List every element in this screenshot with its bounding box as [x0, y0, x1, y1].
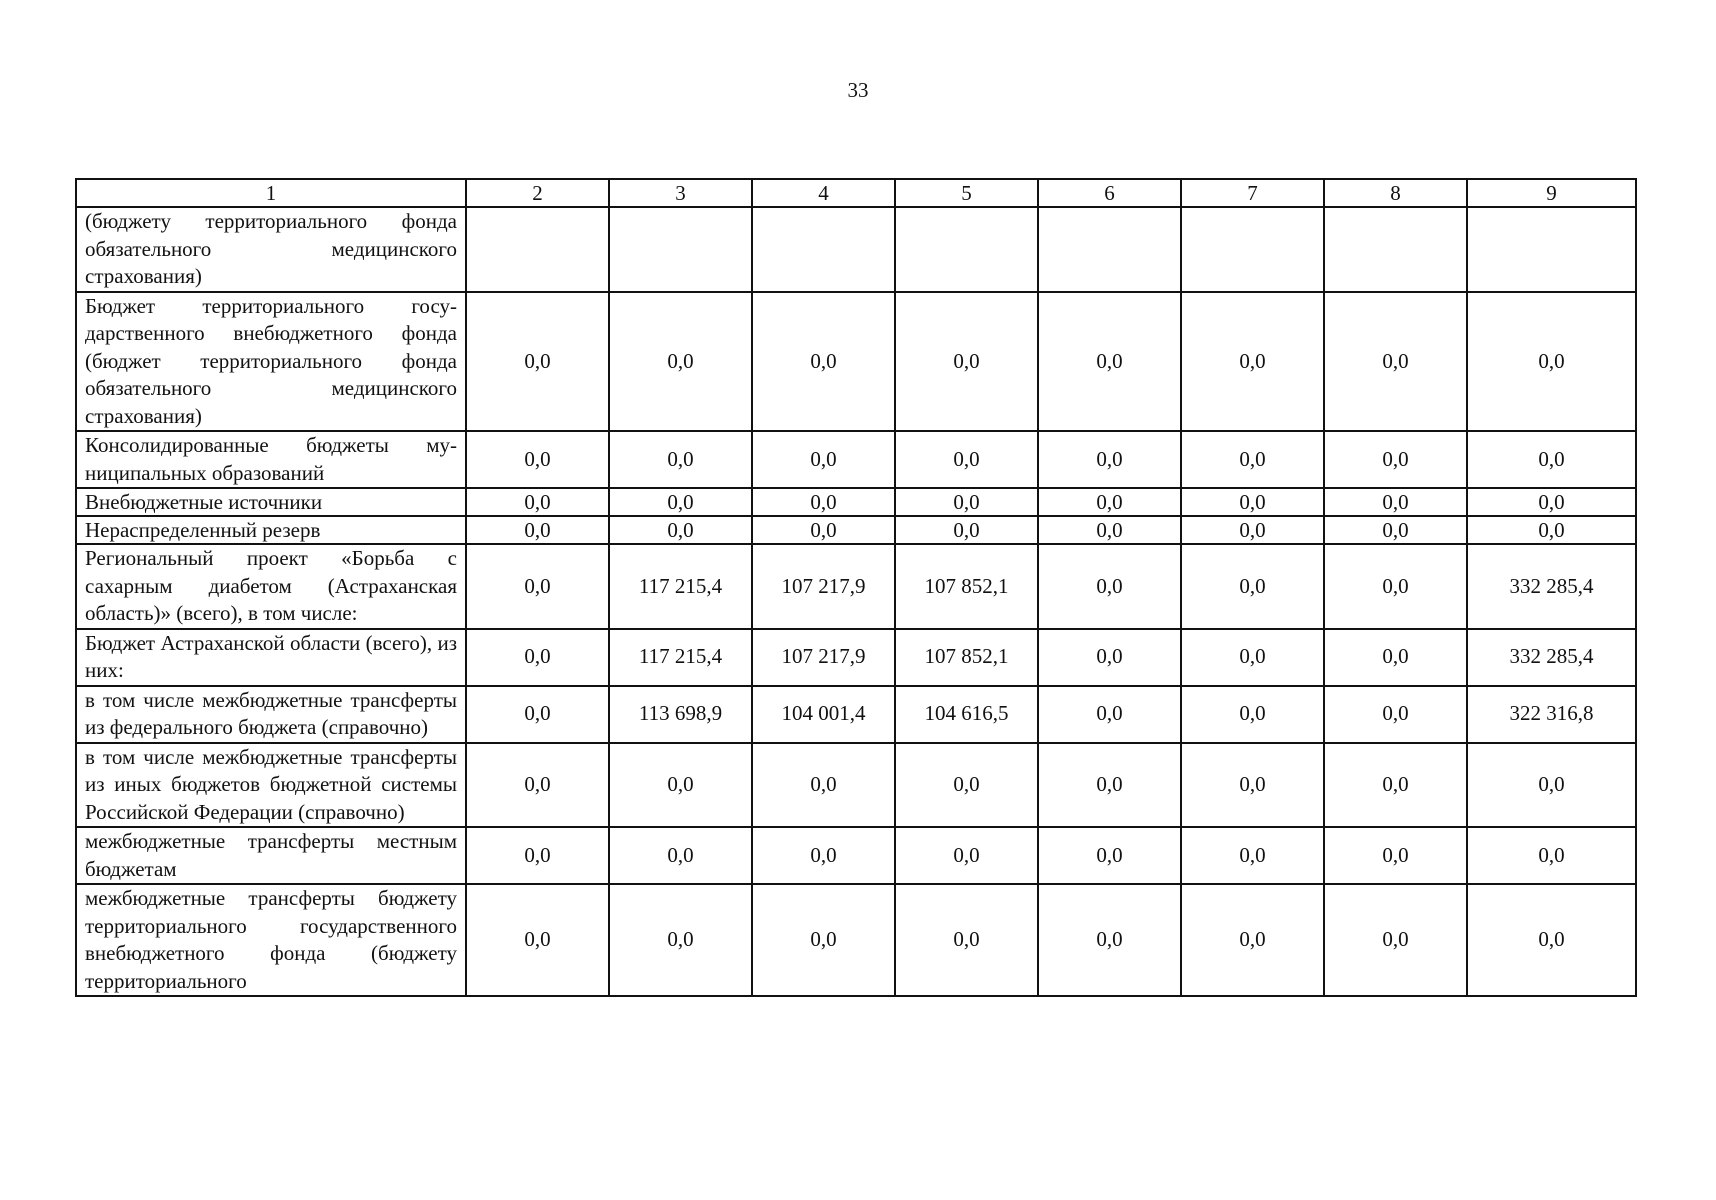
- table-row: [76, 827, 1636, 884]
- cell-value: 0,0: [1038, 743, 1181, 828]
- cell-value: 0,0: [752, 488, 895, 516]
- column-header: 2: [466, 179, 609, 207]
- table-row: [76, 292, 1636, 432]
- cell-value: 0,0: [1181, 292, 1324, 432]
- cell-value: 0,0: [1467, 431, 1636, 488]
- cell-value: 0,0: [1038, 488, 1181, 516]
- cell-value: 0,0: [1467, 743, 1636, 828]
- cell-value: [609, 207, 752, 292]
- cell-value: [895, 207, 1038, 292]
- cell-value: [1467, 207, 1636, 292]
- cell-value: 0,0: [1324, 431, 1467, 488]
- cell-value: 0,0: [1324, 686, 1467, 743]
- cell-value: 107 852,1: [895, 544, 1038, 629]
- row-label: Внебюджетные источники: [76, 488, 466, 516]
- cell-value: 0,0: [895, 743, 1038, 828]
- cell-value: 0,0: [1038, 544, 1181, 629]
- table-row: [76, 544, 1636, 629]
- cell-value: 0,0: [609, 488, 752, 516]
- table-row: [76, 686, 1636, 743]
- row-label: в том числе межбюджетные трансферты из иных бюджетов бюджетной системы Российской Федерации (справочно): [76, 743, 466, 828]
- cell-value: 0,0: [1324, 516, 1467, 544]
- cell-value: 0,0: [1467, 827, 1636, 884]
- budget-table: [75, 178, 1637, 997]
- table-row: [76, 743, 1636, 828]
- cell-value: 0,0: [609, 884, 752, 996]
- row-label: (бюджету территориального фонда обязательного медицинского страхования): [76, 207, 466, 292]
- cell-value: 0,0: [1324, 488, 1467, 516]
- table-row: [76, 884, 1636, 996]
- cell-value: 0,0: [752, 743, 895, 828]
- cell-value: 0,0: [1324, 629, 1467, 686]
- cell-value: 0,0: [1181, 743, 1324, 828]
- cell-value: 0,0: [752, 884, 895, 996]
- cell-value: 0,0: [1038, 292, 1181, 432]
- cell-value: 0,0: [1181, 827, 1324, 884]
- cell-value: 107 217,9: [752, 544, 895, 629]
- cell-value: 0,0: [752, 827, 895, 884]
- cell-value: [1181, 207, 1324, 292]
- table-header-row: [76, 179, 1636, 207]
- column-header: 3: [609, 179, 752, 207]
- table-row: [76, 516, 1636, 544]
- cell-value: 0,0: [1181, 488, 1324, 516]
- cell-value: 0,0: [1181, 516, 1324, 544]
- cell-value: 0,0: [895, 431, 1038, 488]
- column-header: 7: [1181, 179, 1324, 207]
- cell-value: 0,0: [466, 488, 609, 516]
- cell-value: 107 217,9: [752, 629, 895, 686]
- cell-value: 0,0: [1324, 827, 1467, 884]
- column-header: 1: [76, 179, 466, 207]
- cell-value: 0,0: [609, 431, 752, 488]
- column-header: 5: [895, 179, 1038, 207]
- cell-value: 0,0: [466, 544, 609, 629]
- row-label: Консолидированные бюджеты муниципальных образований: [76, 431, 466, 488]
- row-label: межбюджетные трансферты местным бюджетам: [76, 827, 466, 884]
- column-header: 8: [1324, 179, 1467, 207]
- cell-value: 0,0: [466, 827, 609, 884]
- cell-value: 0,0: [895, 884, 1038, 996]
- cell-value: 0,0: [1324, 292, 1467, 432]
- cell-value: 0,0: [609, 827, 752, 884]
- row-label: Бюджет территориального государственного внебюджетного фонда (бюджет территориального фонда обязательного медицинского страхования): [76, 292, 466, 432]
- cell-value: 0,0: [466, 743, 609, 828]
- cell-value: 104 616,5: [895, 686, 1038, 743]
- row-label: межбюджетные трансферты бюджету территориального государственного внебюджетного фонда (бюджету территориального: [76, 884, 466, 996]
- cell-value: 104 001,4: [752, 686, 895, 743]
- table-row: [76, 431, 1636, 488]
- cell-value: 0,0: [1038, 827, 1181, 884]
- cell-value: 107 852,1: [895, 629, 1038, 686]
- table-row: [76, 488, 1636, 516]
- cell-value: 0,0: [895, 516, 1038, 544]
- cell-value: 0,0: [1038, 884, 1181, 996]
- row-label: в том числе межбюджетные трансферты из федерального бюджета (справочно): [76, 686, 466, 743]
- cell-value: 0,0: [1324, 884, 1467, 996]
- cell-value: 0,0: [1467, 292, 1636, 432]
- cell-value: 0,0: [1038, 686, 1181, 743]
- cell-value: 322 316,8: [1467, 686, 1636, 743]
- cell-value: 0,0: [466, 292, 609, 432]
- cell-value: 0,0: [1038, 516, 1181, 544]
- page-number: 33: [847, 78, 869, 102]
- row-label: Бюджет Астраханской области (всего), из них:: [76, 629, 466, 686]
- cell-value: 0,0: [609, 516, 752, 544]
- cell-value: 0,0: [1467, 488, 1636, 516]
- cell-value: [1324, 207, 1467, 292]
- cell-value: 113 698,9: [609, 686, 752, 743]
- cell-value: 0,0: [1038, 431, 1181, 488]
- cell-value: 0,0: [895, 488, 1038, 516]
- cell-value: 332 285,4: [1467, 629, 1636, 686]
- cell-value: 0,0: [466, 431, 609, 488]
- table-row: [76, 629, 1636, 686]
- column-header: 6: [1038, 179, 1181, 207]
- cell-value: 117 215,4: [609, 544, 752, 629]
- cell-value: 0,0: [752, 292, 895, 432]
- cell-value: 0,0: [1181, 544, 1324, 629]
- cell-value: 0,0: [609, 292, 752, 432]
- cell-value: 0,0: [466, 686, 609, 743]
- cell-value: 0,0: [609, 743, 752, 828]
- cell-value: 0,0: [1324, 544, 1467, 629]
- row-label: Нераспределенный резерв: [76, 516, 466, 544]
- cell-value: 0,0: [895, 827, 1038, 884]
- cell-value: 0,0: [895, 292, 1038, 432]
- cell-value: 0,0: [1467, 884, 1636, 996]
- cell-value: 0,0: [1181, 431, 1324, 488]
- cell-value: 0,0: [466, 629, 609, 686]
- cell-value: 0,0: [1038, 629, 1181, 686]
- cell-value: 0,0: [466, 516, 609, 544]
- cell-value: 0,0: [1324, 743, 1467, 828]
- cell-value: 0,0: [752, 431, 895, 488]
- cell-value: [1038, 207, 1181, 292]
- cell-value: 0,0: [1181, 884, 1324, 996]
- cell-value: [752, 207, 895, 292]
- row-label: Региональный проект «Борьба с сахарным диабетом (Астраханская область)» (всего), в том числе:: [76, 544, 466, 629]
- table-row: [76, 207, 1636, 292]
- cell-value: 0,0: [752, 516, 895, 544]
- cell-value: 117 215,4: [609, 629, 752, 686]
- cell-value: 0,0: [1181, 686, 1324, 743]
- cell-value: 332 285,4: [1467, 544, 1636, 629]
- cell-value: 0,0: [1467, 516, 1636, 544]
- cell-value: 0,0: [1181, 629, 1324, 686]
- column-header: 9: [1467, 179, 1636, 207]
- cell-value: 0,0: [466, 884, 609, 996]
- column-header: 4: [752, 179, 895, 207]
- cell-value: [466, 207, 609, 292]
